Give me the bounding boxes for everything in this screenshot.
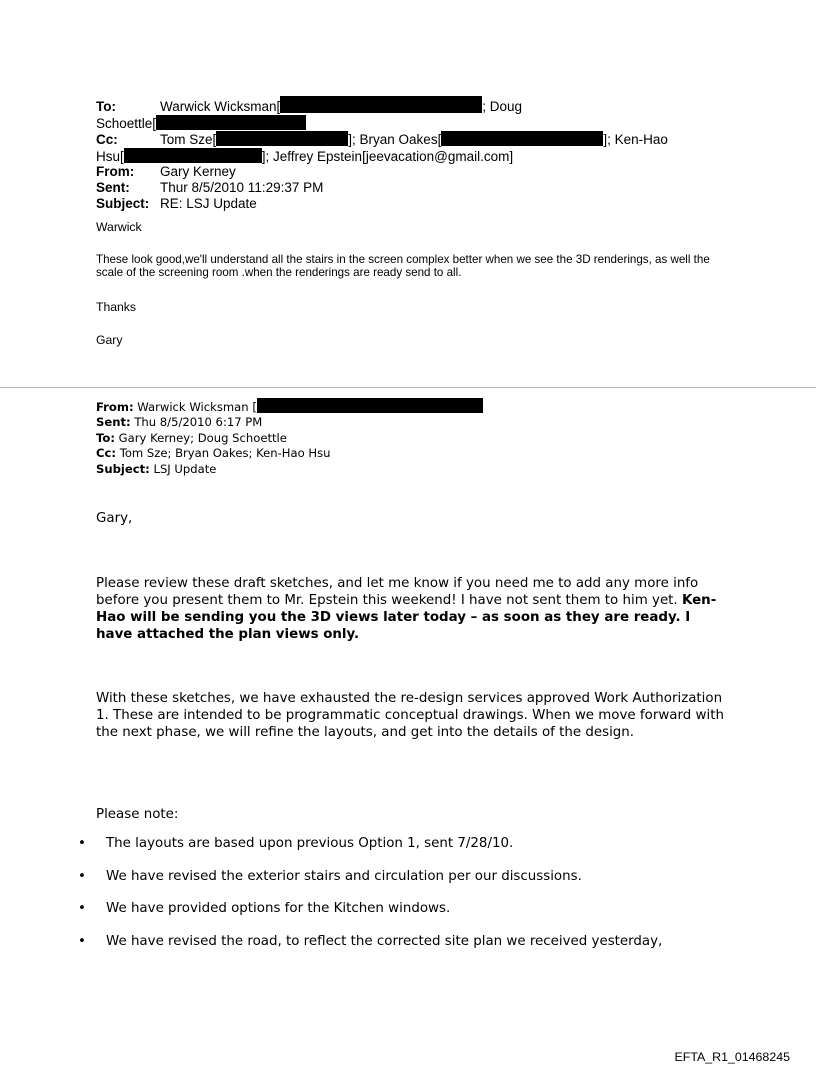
redaction-bar [124, 148, 262, 163]
original-to-line [96, 431, 716, 446]
cc-recipient-2: ]; Bryan Oakes[ [348, 132, 442, 148]
please-note: Please note: [96, 807, 179, 822]
paragraph-1-text: Please review these draft sketches, and let me know if you need me to add any more info before you present them to Mr. Epstein this weekend! I have not sent them to him yet. [96, 576, 699, 608]
original-paragraph-2: With these sketches, we have exhausted the re-design services approved Work Authorization 1. These are intended to be programmatic conceptual drawings. When we move forward with the next phase, we will refine the layouts, and get into the details of the design. [96, 691, 724, 740]
sent-label: Sent: [96, 179, 130, 195]
paragraph-1-bold: Ken-Hao will be sending you the 3D views later today – as soon as they are ready. I have attached the plan views only. [96, 593, 717, 642]
reply-from-line [96, 164, 736, 180]
to-recipient-cont: Schoettle[ [96, 115, 157, 131]
original-from-line [96, 398, 716, 415]
original-header [96, 398, 716, 477]
sent-label: Sent: [96, 415, 131, 430]
cc-recipient-1: Tom Sze[ [160, 132, 217, 148]
original-subject-line [96, 462, 716, 477]
reply-header [96, 96, 736, 211]
subject-label: Subject: [96, 195, 150, 211]
cc-label: Cc: [96, 446, 117, 461]
reply-to-line [96, 96, 736, 115]
reply-sent-line [96, 180, 736, 196]
reply-body: These look good,we'll understand all the stairs in the screen complex better when we see the 3D renderings, as well the scale of the screening room .when the renderings are ready send to all. [96, 253, 710, 280]
cc-cont-start: Hsu[ [96, 148, 124, 164]
to-label: To: [96, 99, 116, 114]
cc-value: Tom Sze; Bryan Oakes; Ken-Hao Hsu [119, 446, 331, 461]
reply-cc-continuation [96, 148, 736, 165]
redaction-bar [441, 131, 603, 146]
cc-cont-end: ]; Jeffrey Epstein[jeevacation@gmail.com] [261, 148, 514, 164]
reply-greeting: Warwick [96, 220, 142, 234]
to-value: Gary Kerney; Doug Schoettle [118, 430, 287, 445]
list-item [0, 835, 662, 852]
list-item-text: We have revised the road, to reflect the corrected site plan we received yesterday, [106, 933, 663, 949]
to-recipient-2: ; Doug [482, 99, 523, 114]
bullet-icon: • [78, 901, 86, 916]
message-divider [0, 387, 816, 388]
reply-to-continuation [96, 115, 736, 132]
bullet-icon: • [78, 933, 86, 949]
notes-list [0, 835, 662, 965]
reply-cc-line [96, 131, 736, 148]
from-label: From: [96, 164, 135, 180]
redaction-bar [156, 115, 306, 130]
document-id: EFTA_R1_01468245 [674, 1050, 790, 1064]
from-value: Gary Kerney [160, 164, 236, 180]
subject-value: RE: LSJ Update [160, 195, 257, 211]
original-greeting: Gary, [96, 511, 133, 526]
list-item-text: We have provided options for the Kitchen windows. [106, 901, 451, 916]
list-item [0, 933, 662, 950]
list-item-text: The layouts are based upon previous Option 1, sent 7/28/10. [106, 836, 514, 851]
original-cc-line [96, 446, 716, 461]
redaction-bar [257, 398, 483, 413]
list-item-text: We have revised the exterior stairs and circulation per our discussions. [106, 868, 582, 884]
subject-value: LSJ Update [153, 461, 217, 476]
to-recipient-1: Warwick Wicksman[ [160, 99, 281, 114]
cc-label: Cc: [96, 132, 118, 148]
redaction-bar [216, 131, 348, 146]
bullet-icon: • [78, 836, 86, 851]
bullet-icon: • [78, 868, 86, 884]
reply-signature: Gary [96, 333, 123, 347]
from-label: From: [96, 400, 134, 414]
redaction-bar [280, 96, 482, 113]
list-item [0, 868, 662, 885]
reply-thanks: Thanks [96, 300, 136, 314]
sent-value: Thur 8/5/2010 11:29:37 PM [160, 179, 324, 195]
list-item [0, 900, 662, 917]
to-label: To: [96, 430, 115, 445]
sent-value: Thu 8/5/2010 6:17 PM [134, 415, 263, 430]
cc-recipient-3: ]; Ken-Hao [603, 132, 668, 148]
original-sent-line [96, 415, 716, 430]
from-value: Warwick Wicksman [ [137, 400, 257, 414]
subject-label: Subject: [96, 461, 150, 476]
reply-subject-line [96, 196, 736, 212]
original-paragraph-1 [96, 575, 726, 643]
